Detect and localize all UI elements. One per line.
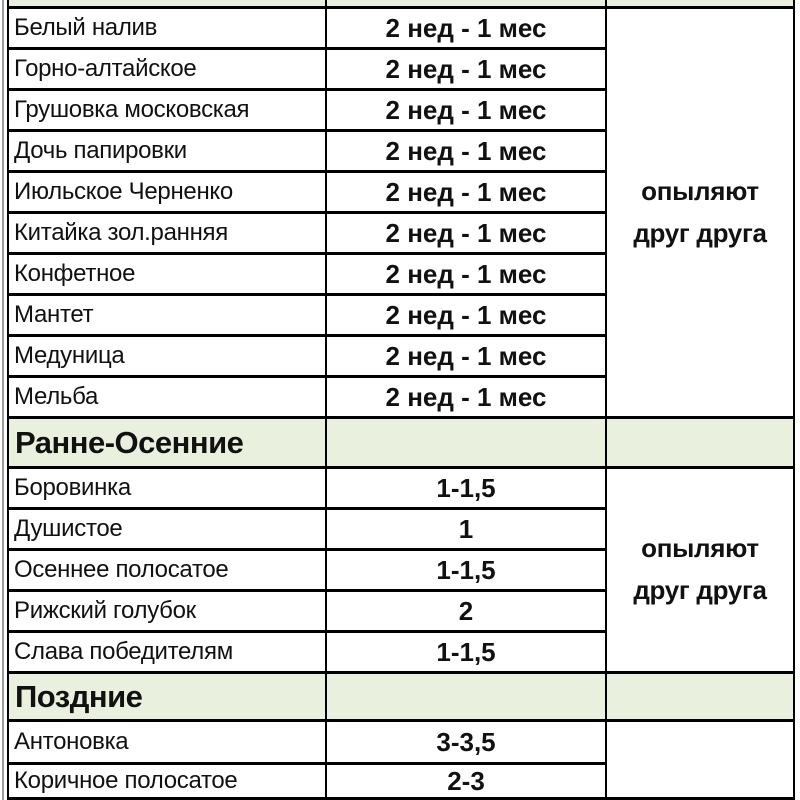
variety-cell: Белый налив [9, 9, 327, 50]
variety-cell: Мельба [9, 378, 327, 419]
cutoff-header-cell [607, 0, 795, 9]
variety-cell: Боровинка [9, 469, 327, 510]
duration-cell: 2 нед - 1 мес [327, 50, 607, 91]
duration-cell: 2 нед - 1 мес [327, 337, 607, 378]
duration-cell: 1 [327, 510, 607, 551]
variety-cell: Конфетное [9, 255, 327, 296]
variety-cell: Июльское Черненко [9, 173, 327, 214]
pollination-note-cell [607, 9, 795, 419]
variety-cell: Китайка зол.ранняя [9, 214, 327, 255]
duration-cell: 1-1,5 [327, 469, 607, 510]
duration-cell: 2 нед - 1 мес [327, 91, 607, 132]
section-header-label: Ранне-Осенние [9, 419, 327, 469]
duration-cell: 2 нед - 1 мес [327, 214, 607, 255]
cutoff-header-row [9, 0, 797, 9]
duration-cell: 2 нед - 1 мес [327, 9, 607, 50]
variety-cell: Мантет [9, 296, 327, 337]
cutoff-header-cell [327, 0, 607, 9]
variety-cell: Коричное полосатое [9, 765, 327, 800]
duration-cell: 2 нед - 1 мес [327, 255, 607, 296]
section-summer [9, 9, 797, 419]
variety-cell: Медуница [9, 337, 327, 378]
duration-cell: 3-3,5 [327, 722, 607, 765]
variety-cell: Рижский голубок [9, 592, 327, 633]
pollination-note-text: опыляют друг друга [633, 175, 767, 248]
duration-cell: 2 нед - 1 мес [327, 378, 607, 419]
duration-cell: 2 нед - 1 мес [327, 173, 607, 214]
pollination-note-cell [607, 469, 795, 674]
duration-cell: 2-3 [327, 765, 607, 800]
variety-cell: Осеннее полосатое [9, 551, 327, 592]
variety-cell: Горно-алтайское [9, 50, 327, 91]
variety-cell: Слава победителям [9, 633, 327, 674]
section-header-cell [327, 419, 607, 469]
cutoff-header-cell [9, 0, 327, 9]
duration-cell: 1-1,5 [327, 633, 607, 674]
duration-cell: 2 нед - 1 мес [327, 132, 607, 173]
section-header-row-early-autumn [9, 419, 797, 469]
section-late [9, 722, 797, 800]
section-header-cell [327, 674, 607, 722]
section-early-autumn [9, 469, 797, 674]
section-header-cell [607, 674, 795, 722]
left-edge-line [2, 0, 4, 800]
section-header-cell [607, 419, 795, 469]
variety-cell: Душистое [9, 510, 327, 551]
variety-cell: Антоновка [9, 722, 327, 765]
pollination-note-text: опыляют друг друга [633, 533, 767, 605]
duration-cell: 2 [327, 592, 607, 633]
apple-storage-table [7, 0, 797, 800]
section-header-row-late [9, 674, 797, 722]
duration-cell: 2 нед - 1 мес [327, 296, 607, 337]
section-header-label: Поздние [9, 674, 327, 722]
variety-cell: Грушовка московская [9, 91, 327, 132]
pollination-note-cell [607, 722, 795, 800]
variety-cell: Дочь папировки [9, 132, 327, 173]
duration-cell: 1-1,5 [327, 551, 607, 592]
